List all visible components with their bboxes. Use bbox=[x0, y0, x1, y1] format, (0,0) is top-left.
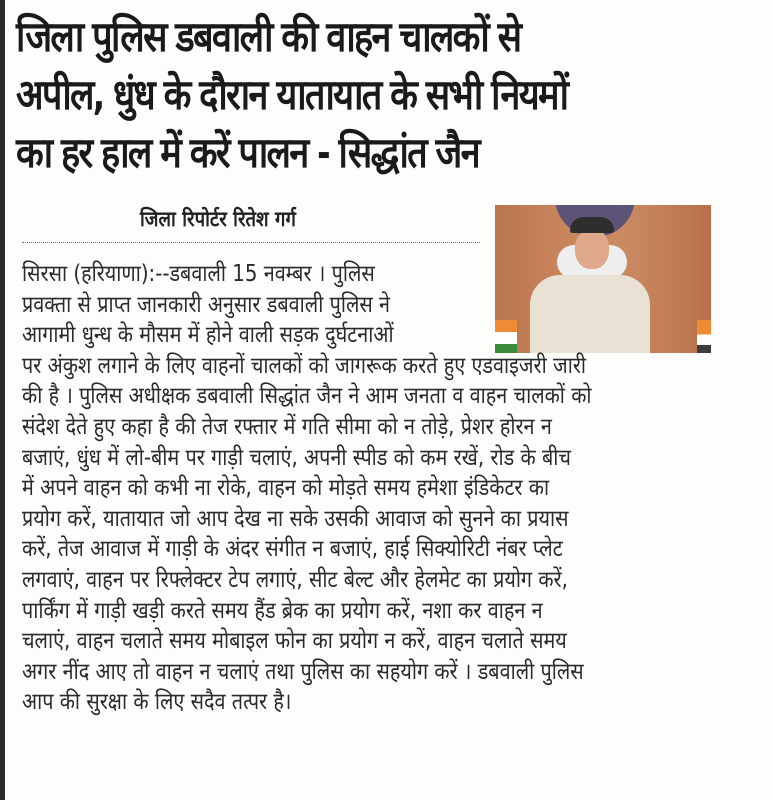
article-body bbox=[22, 259, 592, 718]
body-line: संदेश देते हुए कहा है की तेज रफ्तार में गति सीमा को न तोड़े, प्रेशर होरन न bbox=[22, 413, 552, 440]
body-line: करें, तेज आवाज में गाड़ी के अंदर संगीत न बजाएं, हाई सिक्योरिटी नंबर प्लेट bbox=[22, 536, 563, 563]
body-line: पार्किंग में गाड़ी खड़ी करते समय हैंड ब्रेक का प्रयोग करें, नशा कर वाहन न bbox=[22, 597, 543, 624]
body-line: पर अंकुश लगाने के लिए वाहनों चालकों को जागरूक करते हुए एडवाइजरी जारी bbox=[22, 352, 587, 379]
body-line: लगवाएं, वाहन पर रिफ्लेक्टर टेप लगाएं, सीट बेल्ट और हेलमेट का प्रयोग करें, bbox=[22, 566, 568, 593]
body-line: प्रवक्ता से प्राप्त जानकारी अनुसार डबवाली पुलिस ने bbox=[22, 291, 391, 318]
flag-right bbox=[697, 320, 711, 353]
body-line: चलाएं, वाहन चलाते समय मोबाइल फोन का प्रयोग न करें, वाहन चलाते समय bbox=[22, 628, 567, 655]
byline-divider bbox=[22, 242, 480, 243]
page-left-border bbox=[0, 0, 5, 800]
body-line: में अपने वाहन को कभी ना रोके, वाहन को मोड़ते समय हमेशा इंडिकेटर का bbox=[22, 475, 550, 502]
police-cap bbox=[570, 217, 614, 233]
body-line: अगर नींद आए तो वाहन न चलाएं तथा पुलिस का सहयोग करें । डबवाली पुलिस bbox=[22, 658, 584, 685]
body-line: आगामी धुन्ध के मौसम में होने वाली सड़क दुर्घटनाओं bbox=[22, 322, 394, 349]
body-line: प्रयोग करें, यातायात जो आप देख ना सके उसकी आवाज को सुनने का प्रयास bbox=[22, 505, 569, 532]
headline-line: अपील, धुंध के दौरान यातायात के सभी नियमों bbox=[16, 70, 568, 119]
body-line: बजाएं, धुंध में लो-बीम पर गाड़ी चलाएं, अपनी स्पीड को कम रखें, रोड के बीच bbox=[22, 444, 571, 471]
headline-line: जिला पुलिस डबवाली की वाहन चालकों से bbox=[16, 12, 521, 61]
headline-line: का हर हाल में करें पालन - सिद्धांत जैन bbox=[16, 128, 479, 177]
body-line: की है । पुलिस अधीक्षक डबवाली सिद्धांत जैन ने आम जनता व वाहन चालकों को bbox=[22, 383, 592, 410]
body-line: आप की सुरक्षा के लिए सदैव तत्पर है। bbox=[22, 689, 292, 716]
byline: जिला रिपोर्टर रितेश गर्ग bbox=[140, 207, 296, 231]
body-line: सिरसा (हरियाणा):--डबवाली 15 नवम्बर । पुलिस bbox=[22, 261, 375, 287]
headline bbox=[16, 8, 721, 182]
